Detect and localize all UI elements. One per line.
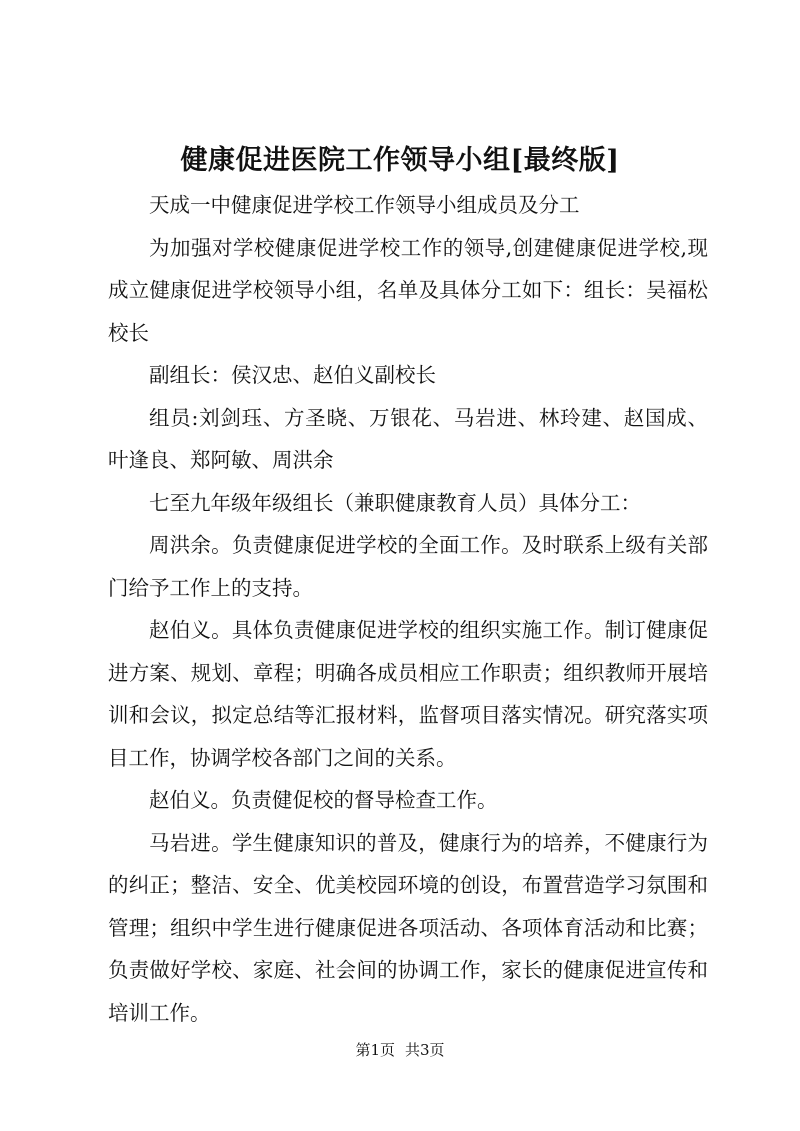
page-number: 第1页: [355, 1041, 395, 1059]
paragraph-duty-ma: 马岩进。学生健康知识的普及，健康行为的培养，不健康行为的纠正；整洁、安全、优美校园环境的创设，布置营造学习氛围和管理；组织中学生进行健康促进各项活动、各项体育活动和比赛；负责做好学校、家庭、社会间的协调工作，家长的健康促进宣传和培训工作。: [108, 830, 708, 1025]
page-total: 共3页: [405, 1041, 445, 1059]
paragraph-members: 组员:刘剑珏、方圣晓、万银花、马岩进、林玲建、赵国成、叶逢良、郑阿敏、周洪余: [108, 405, 708, 472]
document-body: [108, 184, 708, 1034]
document-title: 健康促进医院工作领导小组[最终版]: [180, 145, 620, 176]
paragraph-intro: 为加强对学校健康促进学校工作的领导,创建健康促进学校,现成立健康促进学校领导小组，名单及具体分工如下：组长：吴福松校长: [108, 235, 708, 345]
paragraph-duty-zhou: 周洪余。负责健康促进学校的全面工作。及时联系上级有关部门给予工作上的支持。: [108, 533, 708, 600]
paragraph-deputy-leaders: 副组长：侯汉忠、赵伯义副校长: [149, 363, 436, 387]
paragraph-duty-zhao-2: 赵伯义。负责健促校的督导检查工作。: [149, 788, 498, 812]
paragraph-division-heading: 七至九年级年级组长（兼职健康教育人员）具体分工：: [149, 490, 641, 515]
paragraph-subtitle: 天成一中健康促进学校工作领导小组成员及分工: [149, 193, 580, 217]
page-footer: [0, 1040, 800, 1060]
paragraph-duty-zhao-1: 赵伯义。具体负责健康促进学校的组织实施工作。制订健康促进方案、规划、章程；明确各成员相应工作职责；组织教师开展培训和会议，拟定总结等汇报材料，监督项目落实情况。研究落实项目工作，协调学校各部门之间的关系。: [108, 618, 708, 770]
